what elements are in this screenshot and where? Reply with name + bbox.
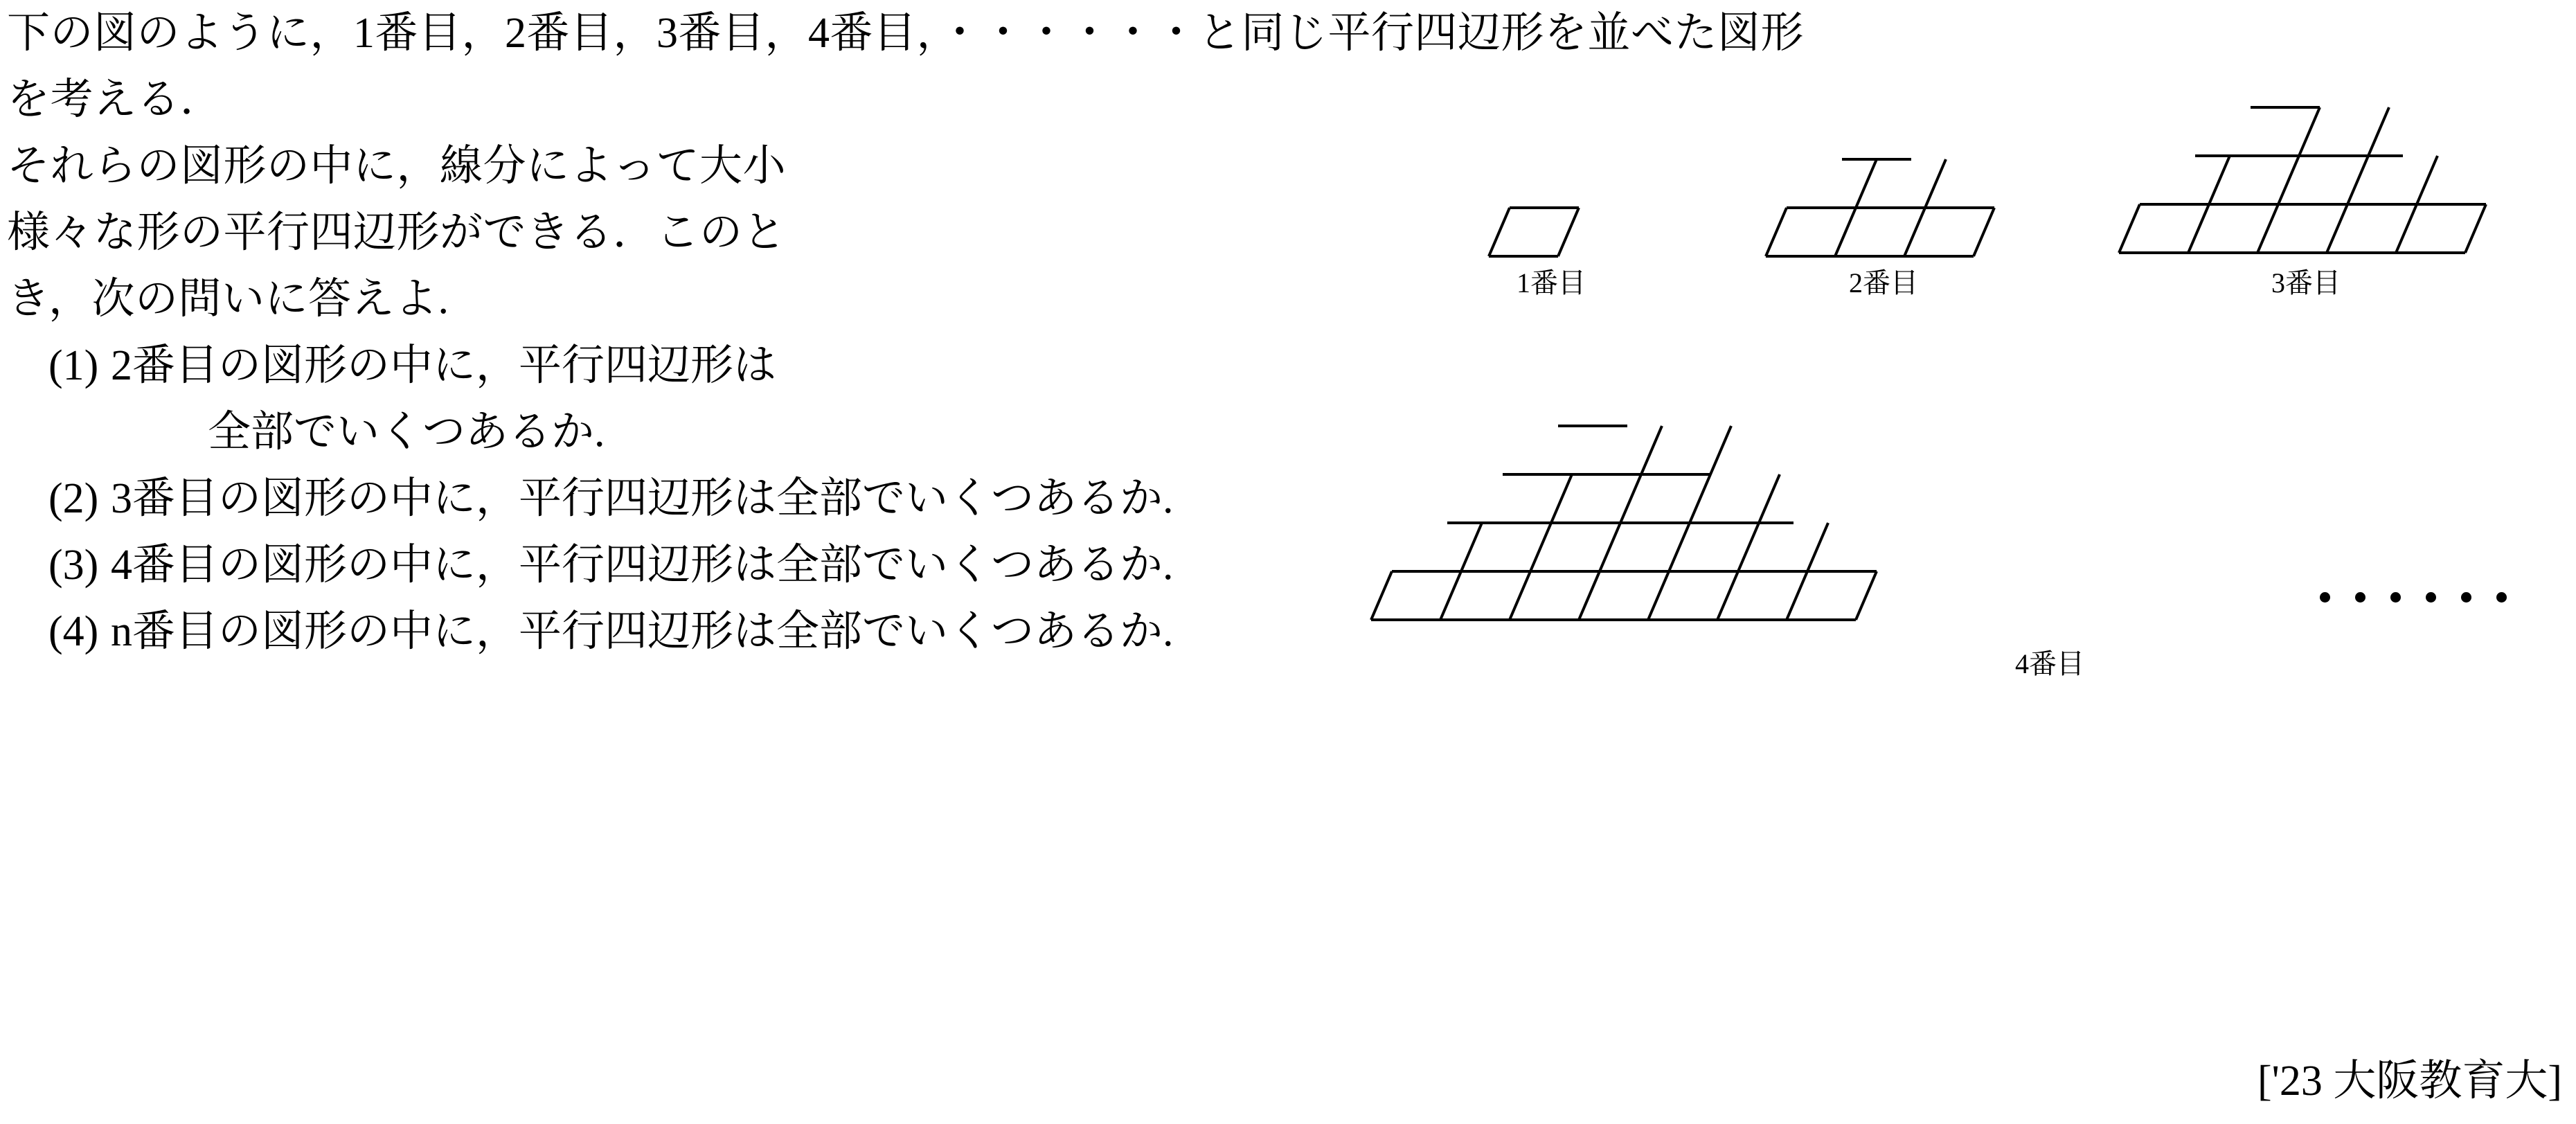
intro-line-3: それらの図形の中に，線分によって大小 xyxy=(7,143,787,190)
figure-4-caption: 4番目 xyxy=(2015,648,2084,679)
intro-line-4: 様々な形の平行四辺形ができる．このと xyxy=(7,209,787,256)
intro-line-1: 下の図のように，1番目，2番目，3番目，4番目，・・・・・・と同じ平行四辺形を並べた図形 xyxy=(7,10,1805,57)
intro-line-2: を考える． xyxy=(7,76,224,123)
figure-group xyxy=(1440,28,2576,741)
dot-icon xyxy=(2320,592,2330,603)
source-citation: ['23 大阪教育大] xyxy=(2257,1058,2562,1105)
figure-3-caption: 3番目 xyxy=(2271,267,2341,298)
question-text-2: 3番目の図形の中に，平行四辺形は全部でいくつあるか. xyxy=(111,475,1174,522)
question-text-1: 2番目の図形の中に，平行四辺形は xyxy=(111,342,777,389)
dot-icon xyxy=(2496,592,2507,603)
dot-icon xyxy=(2426,592,2436,603)
figure-1 xyxy=(1475,187,1627,263)
question-number-3: (3) xyxy=(48,542,99,589)
question-number-2: (2) xyxy=(48,475,99,522)
figure-2-caption: 2番目 xyxy=(1849,267,1918,298)
question-text-1-cont: 全部でいくつあるか. xyxy=(208,409,605,456)
intro-line-5: き，次の問いに答えよ. xyxy=(7,276,449,323)
figure-3 xyxy=(2105,45,2548,267)
ellipsis-dots xyxy=(2320,592,2507,603)
figure-1-caption: 1番目 xyxy=(1517,267,1586,298)
question-text-4: n番目の図形の中に，平行四辺形は全部でいくつあるか. xyxy=(111,608,1174,655)
dot-icon xyxy=(2355,592,2365,603)
dot-icon xyxy=(2390,592,2401,603)
dot-icon xyxy=(2461,592,2471,603)
question-number-1: (1) xyxy=(48,342,99,389)
figure-4 xyxy=(1357,343,1980,634)
question-text-3: 4番目の図形の中に，平行四辺形は全部でいくつあるか. xyxy=(111,542,1174,589)
question-number-4: (4) xyxy=(48,608,99,655)
figure-2 xyxy=(1752,118,2043,267)
